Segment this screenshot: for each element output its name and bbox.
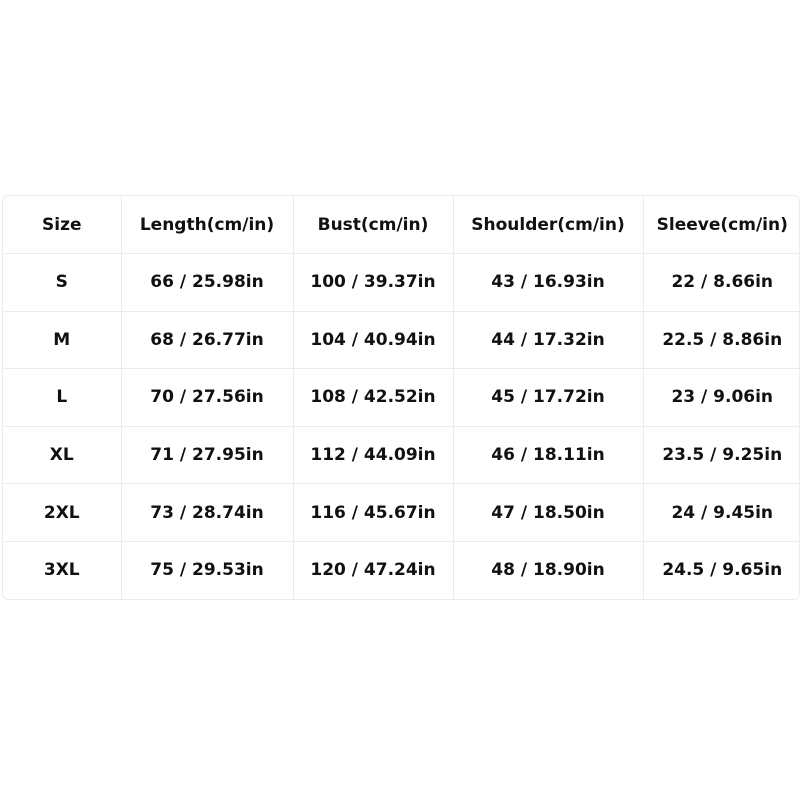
table-row (3, 369, 800, 427)
cell-bust: 100 / 39.37in (293, 254, 453, 312)
header-bust: Bust(cm/in) (293, 196, 453, 254)
cell-length: 71 / 27.95in (121, 426, 293, 484)
cell-sleeve: 24 / 9.45in (643, 484, 800, 542)
header-size: Size (3, 196, 121, 254)
size-chart-table (2, 195, 800, 600)
table-header-row (3, 196, 800, 254)
table-row (3, 254, 800, 312)
cell-shoulder: 47 / 18.50in (453, 484, 643, 542)
cell-bust: 112 / 44.09in (293, 426, 453, 484)
cell-shoulder: 44 / 17.32in (453, 311, 643, 369)
header-sleeve: Sleeve(cm/in) (643, 196, 800, 254)
cell-size: L (3, 369, 121, 427)
cell-sleeve: 23 / 9.06in (643, 369, 800, 427)
cell-shoulder: 48 / 18.90in (453, 541, 643, 599)
cell-bust: 108 / 42.52in (293, 369, 453, 427)
cell-length: 66 / 25.98in (121, 254, 293, 312)
cell-sleeve: 22.5 / 8.86in (643, 311, 800, 369)
cell-length: 68 / 26.77in (121, 311, 293, 369)
table-row (3, 484, 800, 542)
cell-size: M (3, 311, 121, 369)
cell-bust: 104 / 40.94in (293, 311, 453, 369)
cell-shoulder: 43 / 16.93in (453, 254, 643, 312)
cell-length: 70 / 27.56in (121, 369, 293, 427)
cell-bust: 116 / 45.67in (293, 484, 453, 542)
table-row (3, 311, 800, 369)
header-shoulder: Shoulder(cm/in) (453, 196, 643, 254)
size-chart (3, 196, 800, 599)
cell-sleeve: 22 / 8.66in (643, 254, 800, 312)
cell-size: 3XL (3, 541, 121, 599)
cell-length: 73 / 28.74in (121, 484, 293, 542)
cell-length: 75 / 29.53in (121, 541, 293, 599)
table-row (3, 426, 800, 484)
cell-shoulder: 45 / 17.72in (453, 369, 643, 427)
table-row (3, 541, 800, 599)
cell-sleeve: 24.5 / 9.65in (662, 560, 783, 581)
cell-sleeve: 23.5 / 9.25in (643, 426, 800, 484)
cell-shoulder: 46 / 18.11in (453, 426, 643, 484)
cell-size: S (3, 254, 121, 312)
cell-size: XL (3, 426, 121, 484)
header-length: Length(cm/in) (121, 196, 293, 254)
cell-bust: 120 / 47.24in (293, 541, 453, 599)
cell-size: 2XL (3, 484, 121, 542)
